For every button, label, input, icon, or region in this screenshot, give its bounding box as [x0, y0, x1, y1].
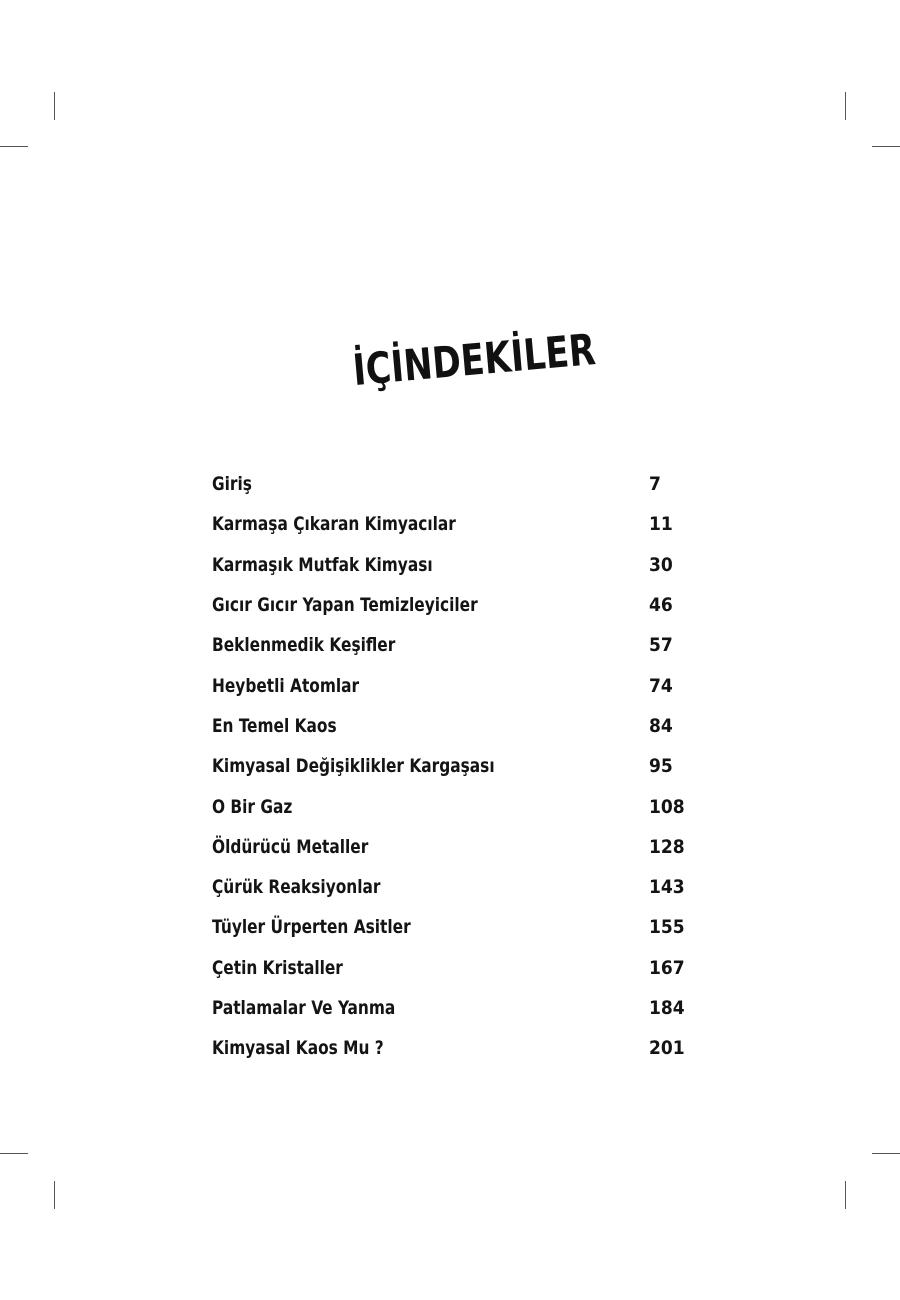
toc-entry-page: 128: [649, 835, 685, 858]
toc-entry-title: Çürük Reaksiyonlar: [212, 876, 381, 899]
toc-entry-page: 184: [649, 997, 685, 1019]
toc-entry-title: Karmaşa Çıkaran Kimyacılar: [212, 513, 456, 536]
toc-entry-title: Patlamalar Ve Yanma: [212, 997, 396, 1019]
toc-entry-title: Kimyasal Değişiklikler Kargaşası: [212, 755, 495, 778]
toc-entry-title: Heybetli Atomlar: [212, 674, 360, 697]
toc-entry: [212, 988, 692, 1028]
crop-mark-bottom-left-horizontal: [0, 1153, 28, 1154]
toc-entry-page: 57: [649, 634, 673, 657]
crop-mark-top-left-horizontal: [0, 146, 28, 147]
crop-mark-bottom-right-horizontal: [872, 1153, 900, 1154]
toc-entry: [212, 545, 692, 585]
toc-entry-title: Beklenmedik Keşifler: [212, 634, 396, 657]
page-title: İÇİNDEKİLER: [350, 325, 598, 397]
toc-entry-page: 74: [649, 674, 673, 697]
toc-entry: [212, 504, 692, 544]
toc-entry-title: Giriş: [212, 473, 252, 496]
toc-entry-page: 155: [649, 916, 685, 939]
crop-mark-bottom-left-vertical: [54, 1181, 55, 1209]
toc-entry: [212, 907, 692, 947]
toc-entry-page: 167: [649, 956, 685, 979]
toc-entry-page: 30: [649, 553, 673, 576]
toc-entry-title: Öldürücü Metaller: [212, 835, 369, 858]
toc-entry: [212, 827, 692, 867]
toc-entry: [212, 867, 692, 907]
toc-entry: [212, 585, 692, 625]
toc-entry-page: 201: [649, 1037, 685, 1060]
toc-entry-title: Kimyasal Kaos Mu ?: [212, 1037, 384, 1060]
toc-entry: [212, 665, 692, 705]
toc-entry: [212, 948, 692, 988]
toc-entry-page: 46: [649, 594, 673, 617]
crop-mark-top-right-horizontal: [872, 146, 900, 147]
crop-mark-top-right-vertical: [845, 92, 846, 120]
toc-entry-page: 84: [649, 714, 673, 737]
toc-entry: [212, 746, 692, 786]
toc-entry: [212, 706, 692, 746]
toc-entry-title: En Temel Kaos: [212, 714, 337, 737]
toc-entry-title: Karmaşık Mutfak Kimyası: [212, 553, 433, 576]
toc-entry: [212, 464, 692, 504]
crop-mark-bottom-right-vertical: [845, 1181, 846, 1209]
crop-mark-top-left-vertical: [54, 92, 55, 120]
toc-entry-page: 95: [649, 755, 673, 778]
toc-entry-title: O Bir Gaz: [212, 795, 293, 818]
toc-entry-page: 143: [649, 876, 685, 899]
toc-entry: [212, 1028, 692, 1068]
table-of-contents: [212, 464, 692, 1068]
toc-entry-title: Tüyler Ürperten Asitler: [212, 916, 411, 939]
toc-entry-title: Gıcır Gıcır Yapan Temizleyiciler: [212, 594, 478, 617]
toc-entry: [212, 786, 692, 826]
toc-entry-page: 108: [649, 795, 685, 818]
toc-entry-page: 7: [649, 473, 661, 496]
toc-entry: [212, 625, 692, 665]
toc-entry-page: 11: [649, 513, 673, 536]
toc-entry-title: Çetin Kristaller: [212, 956, 343, 979]
